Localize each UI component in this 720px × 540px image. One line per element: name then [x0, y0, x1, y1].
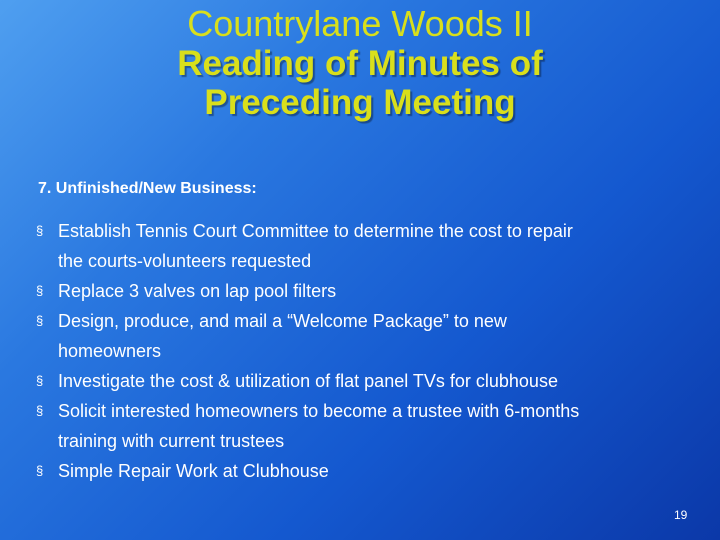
list-item: [36, 366, 696, 396]
bullet-icon: §: [36, 223, 44, 238]
bullet-icon: §: [36, 283, 44, 298]
bullet-text-line-1: Solicit interested homeowners to become a trustee with 6-months: [58, 401, 580, 421]
bullet-text-line-2: training with current trustees: [58, 431, 285, 451]
bullet-text-line-1: Simple Repair Work at Clubhouse: [58, 461, 329, 481]
bullet-icon: §: [36, 313, 44, 328]
list-item: [36, 216, 696, 276]
slide-title: [0, 4, 720, 122]
title-line-1: Countrylane Woods II: [187, 3, 533, 44]
title-line-2: Reading of Minutes of: [177, 44, 543, 83]
bullet-text-line-1: Design, produce, and mail a “Welcome Package” to new: [58, 311, 507, 331]
section-number: 7.: [38, 180, 52, 197]
title-line-3: Preceding Meeting: [204, 83, 516, 122]
bullet-list: [36, 216, 696, 486]
list-item: [36, 456, 696, 486]
bullet-icon: §: [36, 373, 44, 388]
list-item: [36, 306, 696, 366]
section-heading: [38, 180, 257, 198]
section-heading-text: Unfinished/New Business:: [55, 180, 257, 197]
list-item: [36, 396, 696, 456]
page-number: 19: [674, 508, 688, 522]
bullet-text-line-2: homeowners: [58, 341, 162, 361]
bullet-icon: §: [36, 463, 44, 478]
list-item: [36, 276, 696, 306]
bullet-text-line-1: Replace 3 valves on lap pool filters: [58, 281, 337, 301]
bullet-text-line-1: Establish Tennis Court Committee to determine the cost to repair: [58, 221, 573, 241]
bullet-text-line-1: Investigate the cost & utilization of flat panel TVs for clubhouse: [58, 371, 558, 391]
bullet-text-line-2: the courts-volunteers requested: [58, 251, 312, 271]
bullet-icon: §: [36, 403, 44, 418]
